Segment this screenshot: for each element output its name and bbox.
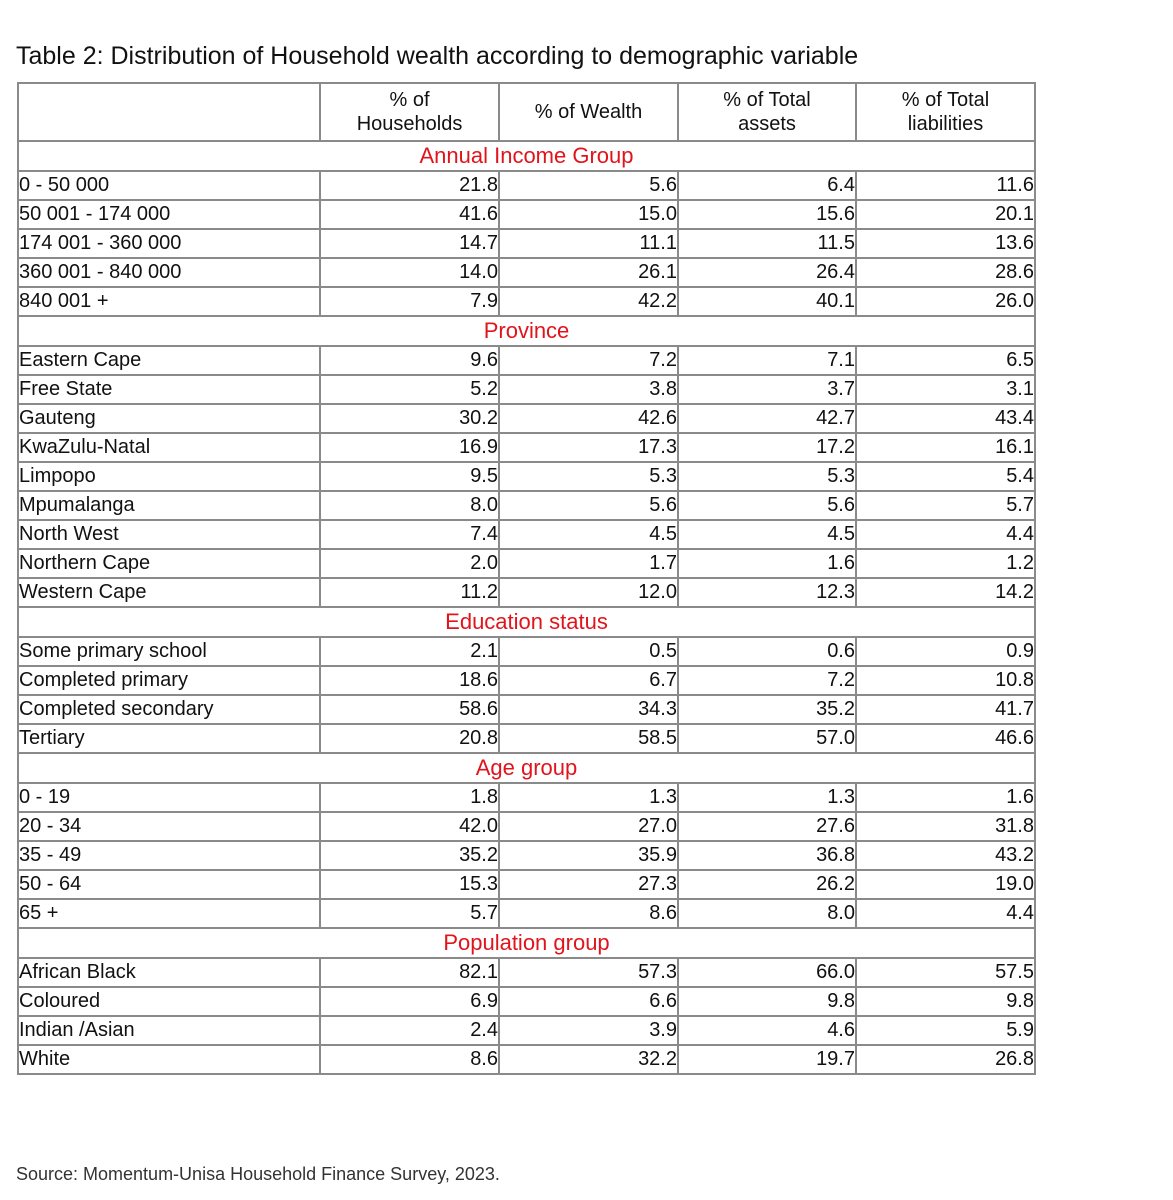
value-cell: 8.0 <box>320 491 499 520</box>
column-header-line2: Households <box>356 113 463 135</box>
value-cell: 9.5 <box>320 462 499 491</box>
value-cell: 28.6 <box>856 258 1035 287</box>
table-title: Table 2: Distribution of Household wealth according to demographic variable <box>16 42 859 70</box>
row-label: 0 - 19 <box>18 783 320 812</box>
column-header-line1: % of Wealth <box>534 101 643 123</box>
table-row <box>18 433 1035 462</box>
section-header-row <box>18 928 1035 958</box>
row-label: African Black <box>18 958 320 987</box>
table-row <box>18 171 1035 200</box>
column-header-line1: % of Total <box>723 89 811 111</box>
value-cell: 11.2 <box>320 578 499 607</box>
column-header <box>320 83 499 141</box>
value-cell: 3.9 <box>499 1016 678 1045</box>
value-cell: 26.0 <box>856 287 1035 316</box>
table-row <box>18 1045 1035 1074</box>
value-cell: 1.3 <box>678 783 856 812</box>
value-cell: 35.2 <box>320 841 499 870</box>
section-title: Annual Income Group <box>18 141 1035 171</box>
row-label: Mpumalanga <box>18 491 320 520</box>
value-cell: 30.2 <box>320 404 499 433</box>
value-cell: 20.1 <box>856 200 1035 229</box>
wealth-distribution-table <box>17 82 1036 1075</box>
value-cell: 57.0 <box>678 724 856 753</box>
section-title: Population group <box>18 928 1035 958</box>
table-row <box>18 462 1035 491</box>
table-row <box>18 229 1035 258</box>
table-row <box>18 1016 1035 1045</box>
row-label: Free State <box>18 375 320 404</box>
value-cell: 14.0 <box>320 258 499 287</box>
row-label: Completed primary <box>18 666 320 695</box>
row-label: Completed secondary <box>18 695 320 724</box>
row-label: Gauteng <box>18 404 320 433</box>
row-label: Limpopo <box>18 462 320 491</box>
table-row <box>18 375 1035 404</box>
value-cell: 8.0 <box>678 899 856 928</box>
row-label: 50 001 - 174 000 <box>18 200 320 229</box>
section-header-row <box>18 316 1035 346</box>
table-row <box>18 200 1035 229</box>
value-cell: 13.6 <box>856 229 1035 258</box>
table-row <box>18 578 1035 607</box>
row-label: 35 - 49 <box>18 841 320 870</box>
table-row <box>18 958 1035 987</box>
value-cell: 1.2 <box>856 549 1035 578</box>
source-note: Source: Momentum-Unisa Household Finance Survey, 2023. <box>16 1164 500 1184</box>
value-cell: 27.3 <box>499 870 678 899</box>
row-label: Coloured <box>18 987 320 1016</box>
table-row <box>18 870 1035 899</box>
value-cell: 4.5 <box>678 520 856 549</box>
row-label: 50 - 64 <box>18 870 320 899</box>
value-cell: 17.2 <box>678 433 856 462</box>
value-cell: 1.7 <box>499 549 678 578</box>
value-cell: 18.6 <box>320 666 499 695</box>
table-body <box>18 141 1035 1074</box>
value-cell: 46.6 <box>856 724 1035 753</box>
row-label: Eastern Cape <box>18 346 320 375</box>
value-cell: 15.0 <box>499 200 678 229</box>
row-label: 0 - 50 000 <box>18 171 320 200</box>
row-label: KwaZulu-Natal <box>18 433 320 462</box>
value-cell: 4.4 <box>856 520 1035 549</box>
section-header-row <box>18 753 1035 783</box>
value-cell: 11.6 <box>856 171 1035 200</box>
section-title: Education status <box>18 607 1035 637</box>
value-cell: 21.8 <box>320 171 499 200</box>
value-cell: 57.3 <box>499 958 678 987</box>
value-cell: 10.8 <box>856 666 1035 695</box>
value-cell: 9.6 <box>320 346 499 375</box>
value-cell: 7.4 <box>320 520 499 549</box>
table-row <box>18 724 1035 753</box>
value-cell: 8.6 <box>320 1045 499 1074</box>
column-header <box>678 83 856 141</box>
value-cell: 6.7 <box>499 666 678 695</box>
value-cell: 5.6 <box>499 171 678 200</box>
table-row <box>18 549 1035 578</box>
value-cell: 2.0 <box>320 549 499 578</box>
row-label: North West <box>18 520 320 549</box>
value-cell: 2.1 <box>320 637 499 666</box>
value-cell: 34.3 <box>499 695 678 724</box>
value-cell: 66.0 <box>678 958 856 987</box>
section-title: Age group <box>18 753 1035 783</box>
row-label: Western Cape <box>18 578 320 607</box>
value-cell: 6.6 <box>499 987 678 1016</box>
value-cell: 43.4 <box>856 404 1035 433</box>
table-row <box>18 346 1035 375</box>
value-cell: 15.6 <box>678 200 856 229</box>
value-cell: 19.0 <box>856 870 1035 899</box>
table-row <box>18 637 1035 666</box>
row-label: Indian /Asian <box>18 1016 320 1045</box>
value-cell: 27.0 <box>499 812 678 841</box>
value-cell: 5.6 <box>678 491 856 520</box>
value-cell: 16.9 <box>320 433 499 462</box>
column-header-line2: liabilities <box>907 113 984 135</box>
value-cell: 7.2 <box>499 346 678 375</box>
value-cell: 16.1 <box>856 433 1035 462</box>
value-cell: 3.7 <box>678 375 856 404</box>
value-cell: 14.7 <box>320 229 499 258</box>
value-cell: 5.7 <box>320 899 499 928</box>
value-cell: 58.6 <box>320 695 499 724</box>
value-cell: 1.6 <box>678 549 856 578</box>
value-cell: 7.2 <box>678 666 856 695</box>
row-label: 174 001 - 360 000 <box>18 229 320 258</box>
value-cell: 57.5 <box>856 958 1035 987</box>
value-cell: 5.7 <box>856 491 1035 520</box>
row-label: Some primary school <box>18 637 320 666</box>
table-row <box>18 783 1035 812</box>
value-cell: 12.3 <box>678 578 856 607</box>
table-row <box>18 287 1035 316</box>
row-label: 65 + <box>18 899 320 928</box>
value-cell: 9.8 <box>856 987 1035 1016</box>
value-cell: 41.7 <box>856 695 1035 724</box>
value-cell: 1.3 <box>499 783 678 812</box>
table-row <box>18 841 1035 870</box>
value-cell: 41.6 <box>320 200 499 229</box>
value-cell: 27.6 <box>678 812 856 841</box>
value-cell: 0.5 <box>499 637 678 666</box>
table-row <box>18 666 1035 695</box>
column-header <box>856 83 1035 141</box>
table-row <box>18 812 1035 841</box>
value-cell: 5.4 <box>856 462 1035 491</box>
column-header-line2: assets <box>738 113 796 135</box>
column-header-line1: % of Total <box>901 89 990 111</box>
value-cell: 1.8 <box>320 783 499 812</box>
value-cell: 35.2 <box>678 695 856 724</box>
table-row <box>18 520 1035 549</box>
value-cell: 36.8 <box>678 841 856 870</box>
section-header-row <box>18 141 1035 171</box>
table-row <box>18 987 1035 1016</box>
table-row <box>18 404 1035 433</box>
section-title: Province <box>18 316 1035 346</box>
value-cell: 4.6 <box>678 1016 856 1045</box>
value-cell: 11.5 <box>678 229 856 258</box>
value-cell: 12.0 <box>499 578 678 607</box>
value-cell: 82.1 <box>320 958 499 987</box>
value-cell: 9.8 <box>678 987 856 1016</box>
value-cell: 6.4 <box>678 171 856 200</box>
value-cell: 31.8 <box>856 812 1035 841</box>
row-label: Northern Cape <box>18 549 320 578</box>
value-cell: 0.9 <box>856 637 1035 666</box>
value-cell: 7.9 <box>320 287 499 316</box>
table-row <box>18 695 1035 724</box>
table-row <box>18 899 1035 928</box>
value-cell: 20.8 <box>320 724 499 753</box>
value-cell: 2.4 <box>320 1016 499 1045</box>
value-cell: 19.7 <box>678 1045 856 1074</box>
value-cell: 4.4 <box>856 899 1035 928</box>
row-label: Tertiary <box>18 724 320 753</box>
section-header-row <box>18 607 1035 637</box>
header-blank-cell <box>18 83 320 141</box>
value-cell: 5.6 <box>499 491 678 520</box>
value-cell: 40.1 <box>678 287 856 316</box>
value-cell: 6.5 <box>856 346 1035 375</box>
value-cell: 35.9 <box>499 841 678 870</box>
column-header-line1: % of <box>389 89 430 111</box>
value-cell: 11.1 <box>499 229 678 258</box>
value-cell: 58.5 <box>499 724 678 753</box>
value-cell: 42.6 <box>499 404 678 433</box>
value-cell: 42.0 <box>320 812 499 841</box>
value-cell: 15.3 <box>320 870 499 899</box>
value-cell: 4.5 <box>499 520 678 549</box>
row-label: 840 001 + <box>18 287 320 316</box>
table-row <box>18 258 1035 287</box>
value-cell: 0.6 <box>678 637 856 666</box>
value-cell: 43.2 <box>856 841 1035 870</box>
row-label: White <box>18 1045 320 1074</box>
row-label: 360 001 - 840 000 <box>18 258 320 287</box>
value-cell: 7.1 <box>678 346 856 375</box>
value-cell: 26.4 <box>678 258 856 287</box>
value-cell: 14.2 <box>856 578 1035 607</box>
value-cell: 32.2 <box>499 1045 678 1074</box>
value-cell: 26.2 <box>678 870 856 899</box>
value-cell: 26.1 <box>499 258 678 287</box>
value-cell: 5.9 <box>856 1016 1035 1045</box>
value-cell: 8.6 <box>499 899 678 928</box>
value-cell: 42.7 <box>678 404 856 433</box>
value-cell: 5.3 <box>499 462 678 491</box>
header-row <box>18 83 1035 141</box>
row-label: 20 - 34 <box>18 812 320 841</box>
value-cell: 5.3 <box>678 462 856 491</box>
value-cell: 26.8 <box>856 1045 1035 1074</box>
value-cell: 5.2 <box>320 375 499 404</box>
table-row <box>18 491 1035 520</box>
value-cell: 17.3 <box>499 433 678 462</box>
column-header <box>499 83 678 141</box>
value-cell: 3.1 <box>856 375 1035 404</box>
value-cell: 1.6 <box>856 783 1035 812</box>
value-cell: 3.8 <box>499 375 678 404</box>
value-cell: 6.9 <box>320 987 499 1016</box>
value-cell: 42.2 <box>499 287 678 316</box>
